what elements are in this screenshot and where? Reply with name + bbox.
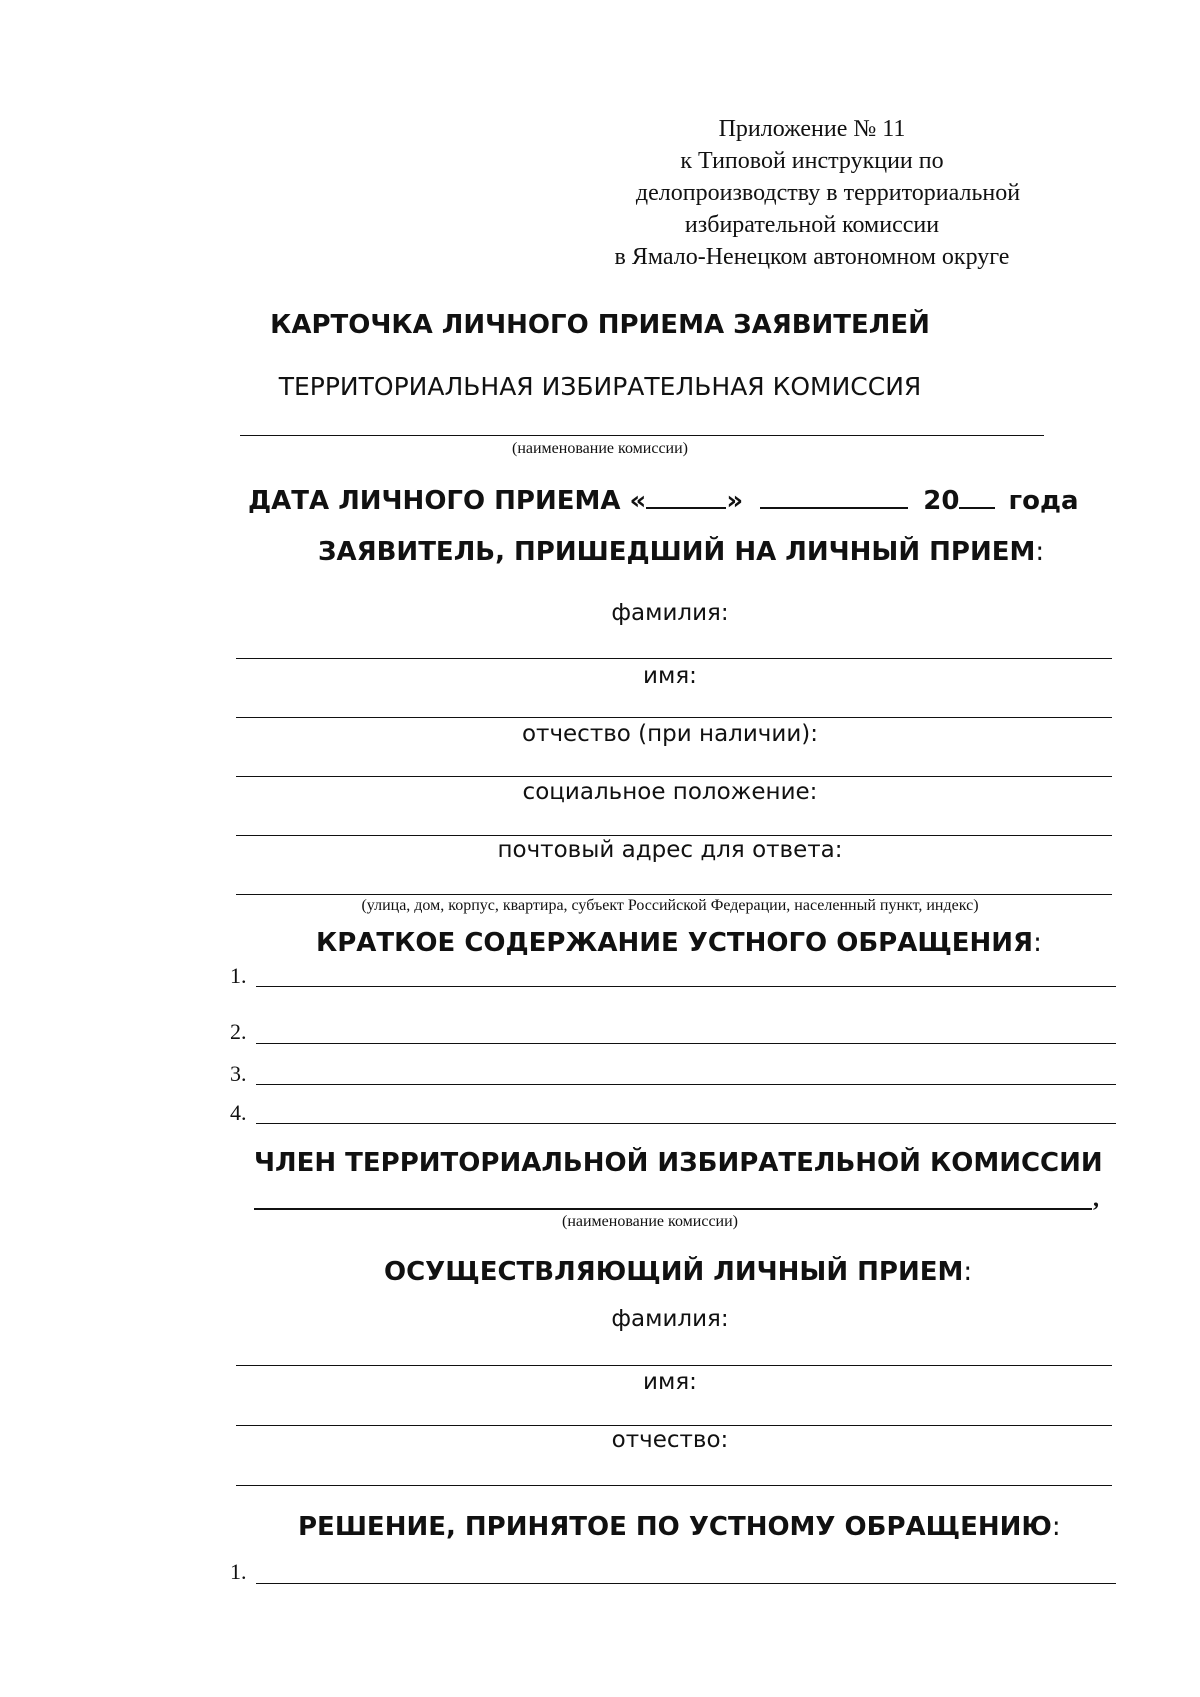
appendix-line: делопроизводству в территориальной — [635, 180, 1021, 206]
appendix-line: Приложение № 11 — [718, 116, 906, 142]
appendix-line: в Ямало-Ненецком автономном округе — [614, 244, 1010, 270]
member-name-label: имя: — [643, 1369, 697, 1395]
summary-heading-text: КРАТКОЕ СОДЕРЖАНИЕ УСТНОГО ОБРАЩЕНИЯ — [316, 928, 1034, 958]
day-blank[interactable] — [646, 485, 726, 509]
member-name-line[interactable] — [236, 1425, 1112, 1426]
applicant-address-line[interactable] — [236, 894, 1112, 895]
member-subheading-text: ОСУЩЕСТВЛЯЮЩИЙ ЛИЧНЫЙ ПРИЕМ — [384, 1257, 964, 1287]
decision-heading — [298, 1512, 1061, 1542]
decision-heading-colon: : — [1051, 1512, 1061, 1542]
member-surname-label: фамилия: — [611, 1306, 729, 1332]
year-blank[interactable] — [959, 485, 995, 509]
applicant-name-label: имя: — [643, 663, 697, 689]
member-patronymic-label: отчество: — [611, 1427, 729, 1453]
applicant-social-status-label: социальное положение: — [522, 779, 818, 805]
decision-heading-text: РЕШЕНИЕ, ПРИНЯТОЕ ПО УСТНОМУ ОБРАЩЕНИЮ — [298, 1512, 1052, 1542]
applicant-heading-text: ЗАЯВИТЕЛЬ, ПРИШЕДШИЙ НА ЛИЧНЫЙ ПРИЕМ — [318, 537, 1036, 567]
appendix-block — [600, 113, 1120, 273]
summary-item-number: 1. — [230, 963, 247, 988]
date-row — [248, 485, 1079, 516]
address-caption: (улица, дом, корпус, квартира, субъект Российской Федерации, населенный пункт, индекс) — [361, 897, 979, 914]
member-subheading-colon: : — [963, 1257, 973, 1287]
applicant-patronymic-label: отчество (при наличии): — [521, 721, 819, 747]
member-surname-line[interactable] — [236, 1365, 1112, 1366]
summary-item-line[interactable] — [256, 1043, 1116, 1044]
summary-heading — [316, 928, 1042, 958]
summary-item-number: 3. — [230, 1061, 247, 1086]
applicant-heading-colon: : — [1035, 537, 1045, 567]
commission-label: ТЕРРИТОРИАЛЬНАЯ ИЗБИРАТЕЛЬНАЯ КОМИССИЯ — [278, 372, 922, 401]
applicant-address-label: почтовый адрес для ответа: — [497, 837, 843, 863]
member-comma: , — [1093, 1186, 1099, 1212]
decision-item-line[interactable] — [256, 1583, 1116, 1584]
applicant-patronymic-line[interactable] — [236, 776, 1112, 777]
year-suffix: года — [1008, 486, 1079, 516]
year-prefix: 20 — [923, 486, 960, 516]
commission-caption: (наименование комиссии) — [511, 440, 688, 457]
applicant-social-status-line[interactable] — [236, 835, 1112, 836]
member-commission-line[interactable] — [254, 1208, 1092, 1210]
applicant-heading — [318, 537, 1044, 567]
date-label: ДАТА ЛИЧНОГО ПРИЕМА « — [248, 486, 647, 516]
summary-heading-colon: : — [1033, 928, 1042, 958]
date-quote-close: » — [726, 486, 744, 516]
applicant-name-line[interactable] — [236, 717, 1112, 718]
applicant-surname-label: фамилия: — [611, 600, 729, 626]
summary-item-line[interactable] — [256, 986, 1116, 987]
decision-item-number: 1. — [230, 1559, 247, 1584]
summary-item-line[interactable] — [256, 1123, 1116, 1124]
month-blank[interactable] — [760, 485, 908, 509]
member-patronymic-line[interactable] — [236, 1485, 1112, 1486]
commission-name-line — [240, 435, 1044, 436]
member-heading: ЧЛЕН ТЕРРИТОРИАЛЬНОЙ ИЗБИРАТЕЛЬНОЙ КОМИССИИ — [254, 1148, 1103, 1178]
member-subheading — [384, 1257, 972, 1287]
appendix-line: к Типовой инструкции по — [680, 148, 944, 174]
summary-item-number: 2. — [230, 1019, 247, 1044]
appendix-line: избирательной комиссии — [684, 212, 940, 238]
applicant-surname-line[interactable] — [236, 658, 1112, 659]
summary-item-line[interactable] — [256, 1084, 1116, 1085]
member-commission-caption: (наименование комиссии) — [561, 1213, 738, 1230]
card-title: КАРТОЧКА ЛИЧНОГО ПРИЕМА ЗАЯВИТЕЛЕЙ — [270, 310, 930, 340]
summary-item-number: 4. — [230, 1100, 247, 1125]
